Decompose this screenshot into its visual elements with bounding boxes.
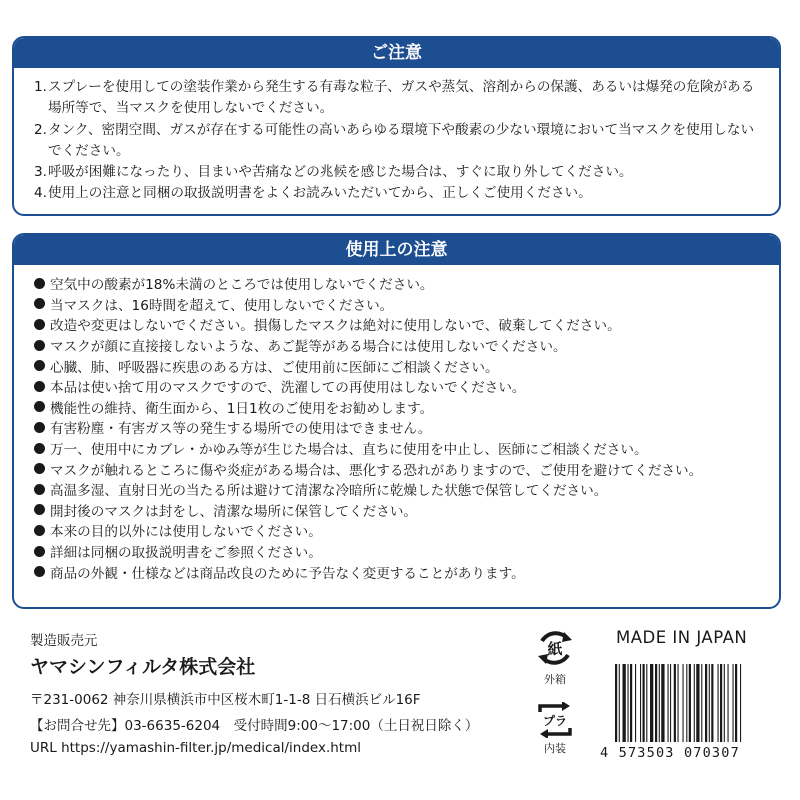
bullet-icon (34, 484, 45, 495)
usage-item-text: 万一、使用中にカブレ・かゆみ等が生じた場合は、直ちに使用を中止し、医師にご相談ください。 (50, 442, 648, 459)
caution-item-text: 使用上の注意と同梱の取扱説明書をよくお読みいただいてから、正しくご使用ください。 (48, 185, 592, 202)
bullet-icon (34, 463, 45, 474)
usage-item-text: 開封後のマスクは封をし、清潔な場所に保管してください。 (50, 503, 418, 520)
caution-item-text: スプレーを使用しての塗装作業から発生する有毒な粒子、ガスや蒸気、溶剤からの保護、あるいは爆発の危険がある場所等で、当マスクを使用しないでください。 (48, 79, 755, 117)
usage-item-text: 本来の目的以外には使用しないでください。 (50, 524, 322, 541)
usage-item-text: 心臓、肺、呼吸器に疾患のある方は、ご使用前に医師にご相談ください。 (50, 359, 499, 376)
plastic-recycle-mark (530, 702, 580, 756)
bullet-icon (34, 319, 45, 330)
caution-item-number: 4. (34, 185, 47, 202)
barcode-image (613, 664, 785, 742)
usage-item (34, 479, 765, 500)
caution-item (34, 162, 765, 183)
bullet-icon (34, 360, 45, 371)
usage-item (34, 561, 765, 582)
plastic-caption: 内装 (544, 742, 566, 755)
usage-item-text: 改造や変更はしないでください。損傷したマスクは絶対に使用しないで、破棄してください。 (50, 318, 621, 335)
bullet-icon (34, 298, 45, 309)
usage-item (34, 520, 765, 541)
usage-item (34, 500, 765, 521)
plastic-recycle-icon (534, 702, 576, 738)
usage-item-text: 商品の外観・仕様などは商品改良のために予告なく変更することがあります。 (50, 565, 525, 582)
caution-title: ご注意 (14, 38, 779, 68)
usage-item-text: 有害粉塵・有害ガス等の発生する場所での使用はできません。 (50, 421, 432, 438)
bullet-icon (34, 566, 45, 577)
usage-item (34, 355, 765, 376)
bullet-icon (34, 546, 45, 557)
paper-recycle-icon (534, 627, 576, 669)
bullet-icon (34, 525, 45, 536)
paper-caption: 外箱 (544, 673, 566, 686)
company-name: ヤマシンフィルタ株式会社 (30, 656, 256, 678)
usage-item-text: 空気中の酸素が18%未満のところでは使用しないでください。 (50, 277, 434, 294)
caution-panel (12, 36, 781, 216)
usage-item-text: 当マスクは、16時間を超えて、使用しないでください。 (50, 297, 394, 314)
usage-item (34, 335, 765, 356)
paper-mark-text: 紙 (547, 640, 563, 658)
usage-title: 使用上の注意 (14, 235, 779, 265)
usage-item (34, 376, 765, 397)
caution-list (14, 68, 779, 205)
usage-item (34, 438, 765, 459)
usage-item (34, 458, 765, 479)
caution-item-number: 1. (34, 79, 47, 95)
usage-item-text: マスクが顔に直接接しないような、あご髭等がある場合には使用しないでください。 (50, 339, 567, 356)
usage-item-text: 詳細は同梱の取扱説明書をご参照ください。 (50, 545, 322, 562)
usage-item (34, 417, 765, 438)
paper-recycle-mark (530, 627, 580, 687)
bullet-icon (34, 340, 45, 351)
usage-panel (12, 233, 781, 609)
bullet-icon (34, 401, 45, 412)
inquiry-info: 【お問合せ先】03-6635-6204 受付時間9:00～17:00（土日祝日除く） (30, 718, 479, 734)
usage-item (34, 397, 765, 418)
usage-item-text: マスクが触れるところに傷や炎症がある場合は、悪化する恐れがありますので、ご使用を避けてください。 (50, 462, 703, 479)
bullet-icon (34, 422, 45, 433)
company-address: 〒231-0062 神奈川県横浜市中区桜木町1-1-8 日石横浜ビル16F (30, 692, 421, 708)
bullet-icon (34, 381, 45, 392)
usage-item-text: 本品は使い捨て用のマスクですので、洗濯しての再使用はしないでください。 (50, 380, 526, 397)
usage-item (34, 541, 765, 562)
usage-list (14, 265, 779, 582)
bullet-icon (34, 443, 45, 454)
caution-item (34, 183, 765, 204)
bullet-icon (34, 278, 45, 289)
caution-item-text: タンク、密閉空間、ガスが存在する可能性の高いあらゆる環境下や酸素の少ない環境において当マスクを使用しないでください。 (48, 121, 755, 159)
company-url: URL https://yamashin-filter.jp/medical/index.html (30, 740, 361, 756)
usage-item (34, 273, 765, 294)
caution-item-text: 呼吸が困難になったり、目まいや苦痛などの兆候を感じた場合は、すぐに取り外してください。 (48, 164, 633, 181)
barcode-number: 4 573503 070307 (600, 745, 740, 761)
caution-item-number: 2. (34, 121, 47, 138)
usage-item (34, 314, 765, 335)
usage-item (34, 294, 765, 315)
bullet-icon (34, 504, 45, 515)
caution-item (34, 77, 765, 120)
manufacturer-label: 製造販売元 (30, 633, 98, 649)
usage-item-text: 機能性の維持、衛生面から、1日1枚のご使用をお勧めします。 (50, 400, 434, 417)
caution-item-number: 3. (34, 164, 47, 181)
plastic-mark-text: プラ (542, 714, 568, 728)
origin-label: MADE IN JAPAN (616, 628, 748, 647)
caution-item (34, 120, 765, 163)
usage-item-text: 高温多湿、直射日光の当たる所は避けて清潔な冷暗所に乾燥した状態で保管してください。 (50, 483, 608, 500)
